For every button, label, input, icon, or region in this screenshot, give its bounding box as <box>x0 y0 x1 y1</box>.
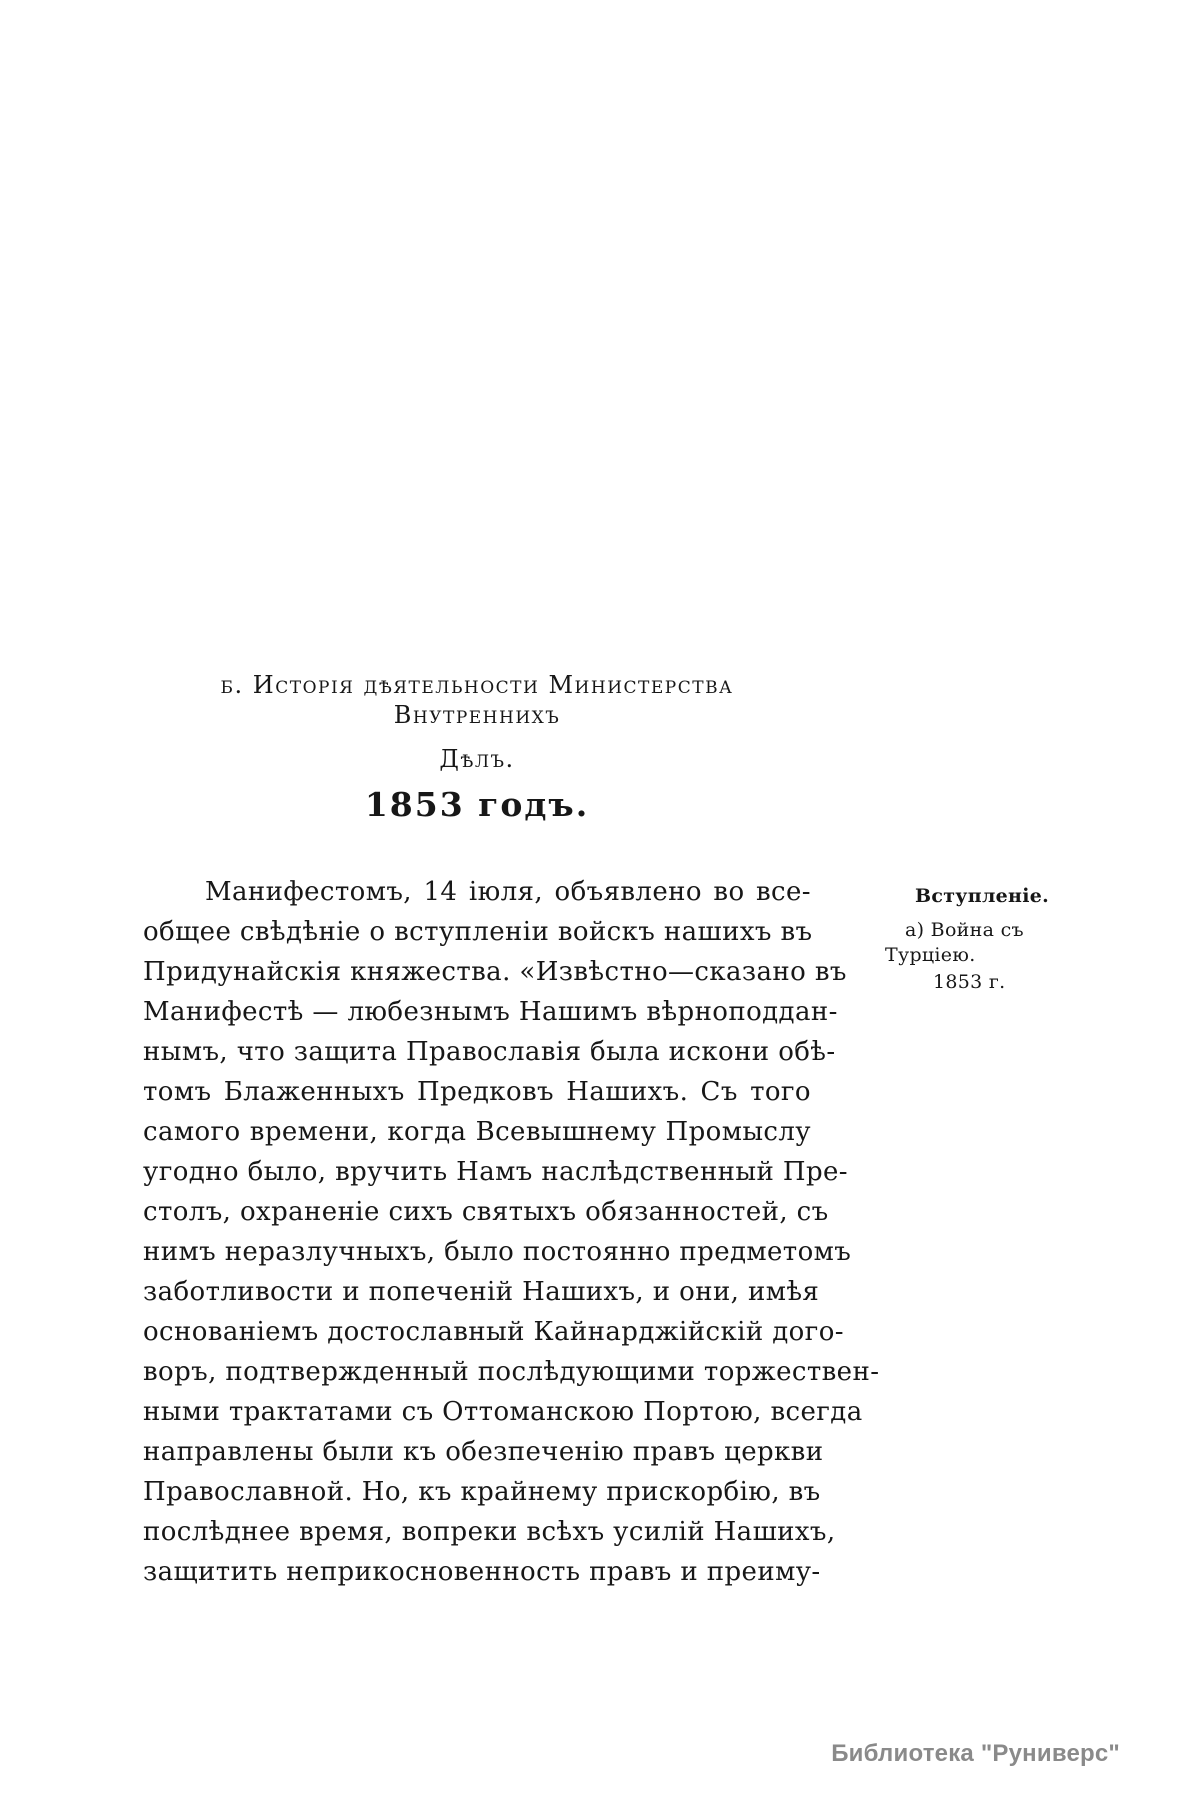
body-line: Манифестѣ — любезнымъ Нашимъ вѣрноподдан- <box>143 997 838 1027</box>
body-line: защитить неприкосновенность правъ и преиму- <box>143 1557 821 1587</box>
body-line: послѣднее время, вопреки всѣхъ усилій Нашихъ, <box>143 1517 836 1547</box>
body-line: Православной. Но, къ крайнему прискорбію, въ <box>143 1477 821 1507</box>
margin-note-line2: а) Война съ <box>905 919 1024 941</box>
body-line: угодно было, вручить Намъ наслѣдственный Пре- <box>143 1157 848 1187</box>
body-line: нымъ, что защита Православія была искони обѣ- <box>143 1037 836 1067</box>
body-line: столъ, охраненіе сихъ святыхъ обязанностей, съ <box>143 1197 829 1227</box>
margin-note-line3: Турціею. <box>885 944 976 966</box>
year-heading: 1853 годъ. <box>364 785 590 824</box>
body-line: общее свѣдѣніе о вступленіи войскъ нашихъ въ <box>143 917 813 947</box>
body-line: заботливости и попеченій Нашихъ, и они, имѣя <box>143 1277 820 1307</box>
body-line: Придунайскія княжества. «Извѣстно—сказано въ <box>143 957 847 987</box>
body-line: направлены были къ обезпеченію правъ церкви <box>143 1437 824 1467</box>
chapter-heading <box>143 670 811 774</box>
body-paragraph <box>143 872 880 1592</box>
margin-note <box>885 884 1065 995</box>
margin-note-year: 1853 г. <box>933 971 1006 993</box>
chapter-heading-line1: б. Исторія дѣятельности Министерства Внутреннихъ <box>220 671 734 729</box>
body-line: воръ, подтвержденный послѣдующими торжествен- <box>143 1357 880 1387</box>
body-line: Манифестомъ, 14 іюля, объявлено во все- <box>205 877 811 907</box>
chapter-heading-line2: Дѣлъ. <box>439 745 515 773</box>
body-line: нимъ неразлучныхъ, было постоянно предметомъ <box>143 1237 852 1267</box>
body-line: самого времени, когда Всевышнему Промыслу <box>143 1117 811 1147</box>
library-watermark: Библиотека "Руниверс" <box>831 1740 1120 1767</box>
body-line: томъ Блаженныхъ Предковъ Нашихъ. Съ того <box>143 1077 811 1107</box>
body-line: ными трактатами съ Оттоманскою Портою, всегда <box>143 1397 863 1427</box>
body-line: основаніемъ достославный Кайнарджійскій дого- <box>143 1317 844 1347</box>
margin-note-title: Вступленіе. <box>915 885 1050 907</box>
